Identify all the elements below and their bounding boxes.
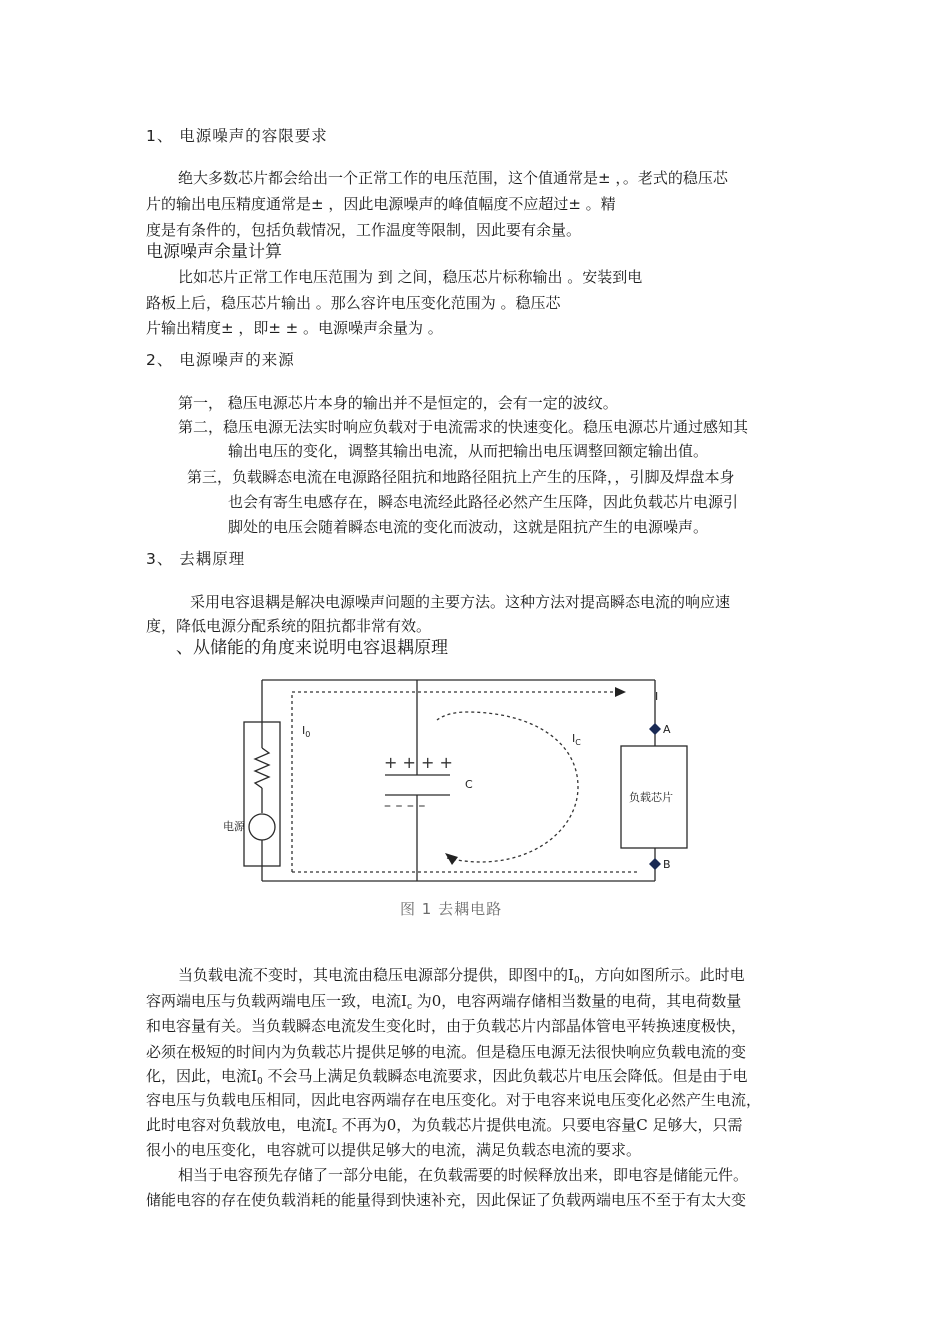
noise-margin-paragraph-line: 路板上后，稳压芯片输出 。那么容许电压变化范围为 。稳压芯 <box>146 294 561 312</box>
section-2-heading: 2、 电源噪声的来源 <box>146 351 295 369</box>
section-3-paragraph-line: 度，降低电源分配系统的阻抗都非常有效。 <box>146 617 432 635</box>
capacitor-minus-signs: – – – – <box>384 798 426 814</box>
terminal-a-label: A <box>663 723 671 736</box>
source-item-3-line: 脚处的电压会随着瞬态电流的变化而波动，这就是阻抗产生的电源噪声。 <box>228 518 709 536</box>
svg-text:IC <box>572 732 581 747</box>
source-item-2-line: 第二，稳压电源无法实时响应负载对于电流需求的快速变化。稳压电源芯片通过感知其 <box>178 418 749 436</box>
source-item-1: 第一， 稳压电源芯片本身的输出并不是恒定的，会有一定的波纹。 <box>178 394 618 412</box>
section-1-heading: 1、 电源噪声的容限要求 <box>146 127 328 145</box>
explanation-paragraph-line: 此时电容对负载放电，电流$I_c$ 不再为0，为负载芯片提供电流。只要电容量C 足够大，只需 <box>146 1116 743 1136</box>
section-3-paragraph-line: 采用电容退耦是解决电源噪声问题的主要方法。这种方法对提高瞬态电流的响应速 <box>190 593 731 611</box>
voltage-source-icon <box>249 814 275 840</box>
explanation-paragraph-line: 和电容量有关。当负载瞬态电流发生变化时，由于负载芯片内部晶体管电平转换速度极快， <box>146 1017 747 1035</box>
i0-label-subscript: 0 <box>305 730 311 739</box>
arrow-ic-icon <box>445 853 458 865</box>
explanation-paragraph-line: 很小的电压变化，电容就可以提供足够大的电流，满足负载态电流的要求。 <box>146 1141 642 1159</box>
section-1-paragraph-line: 度是有条件的，包括负载情况，工作温度等限制，因此要有余量。 <box>146 221 582 239</box>
i0-current-path <box>292 692 615 872</box>
storage-paragraph-line: 储能电容的存在使负载消耗的能量得到快速补充，因此保证了负载两端电压不至于有太大变 <box>146 1191 747 1209</box>
ic-label-subscript: C <box>575 738 581 747</box>
terminal-b-label: B <box>663 858 671 871</box>
figure-caption: 图 1 去耦电路 <box>400 900 503 918</box>
noise-margin-paragraph-line: 片输出精度± ，即± ± 。电源噪声余量为 。 <box>146 319 443 337</box>
load-chip-label: 负载芯片 <box>629 791 673 804</box>
terminal-a-icon <box>649 723 661 735</box>
explanation-paragraph-line: 容两端电压与负载两端电压一致，电流$I_c$ 为0，电容两端存储相当数量的电荷，其电荷数量 <box>146 992 742 1012</box>
source-item-2-line: 输出电压的变化，调整其输出电流，从而把输出电压调整回额定输出值。 <box>228 442 709 460</box>
source-item-3-line: 也会有寄生电感存在，瞬态电流经此路径必然产生压降，因此负载芯片电源引 <box>228 493 739 511</box>
explanation-paragraph-line: 化，因此，电流$I_0$ 不会马上满足负载瞬态电流要求，因此负载芯片电压会降低。但是由于电 <box>146 1067 748 1087</box>
noise-margin-paragraph-line: 比如芯片正常工作电压范围为 到 之间，稳压芯片标称输出 。安装到电 <box>178 268 643 286</box>
capacitor-plus-signs: + + + + <box>384 753 453 772</box>
storage-paragraph-line: 相当于电容预先存储了一部分电能，在负载需要的时候释放出来，即电容是储能元件。 <box>178 1166 749 1184</box>
resistor-icon <box>255 748 269 788</box>
section-1-paragraph-line: 绝大多数芯片都会给出一个正常工作的电压范围，这个值通常是± ，。老式的稳压芯 <box>178 169 728 187</box>
explanation-paragraph-line: 当负载电流不变时，其电流由稳压电源部分提供，即图中的$I_0$，方向如图所示。此时电 <box>178 966 745 986</box>
power-source-label: 电源 <box>223 820 245 833</box>
noise-margin-title: 电源噪声余量计算 <box>146 242 282 262</box>
decoupling-subheading: 、从储能的角度来说明电容退耦原理 <box>176 638 448 658</box>
current-i-label: I <box>655 690 659 703</box>
ic-label: I <box>572 732 576 745</box>
decoupling-circuit-diagram <box>200 670 700 920</box>
section-3-heading: 3、 去耦原理 <box>146 550 246 568</box>
capacitor-label: C <box>465 778 473 791</box>
explanation-paragraph-line: 必须在极短的时间内为负载芯片提供足够的电流。但是稳压电源无法很快响应负载电流的变 <box>146 1043 747 1061</box>
explanation-paragraph-line: 容电压与负载电压相同，因此电容两端存在电压变化。对于电容来说电压变化必然产生电流， <box>146 1091 762 1109</box>
arrow-right-icon <box>615 687 626 697</box>
svg-text:I0 <box>302 724 310 739</box>
ic-current-path <box>437 712 578 862</box>
i0-label: I <box>302 724 306 737</box>
source-item-3-line: 第三，负载瞬态电流在电源路径阻抗和地路径阻抗上产生的压降，，引脚及焊盘本身 <box>187 468 735 486</box>
section-1-paragraph-line: 片的输出电压精度通常是± ，因此电源噪声的峰值幅度不应超过± 。精 <box>146 195 616 213</box>
terminal-b-icon <box>649 858 661 870</box>
